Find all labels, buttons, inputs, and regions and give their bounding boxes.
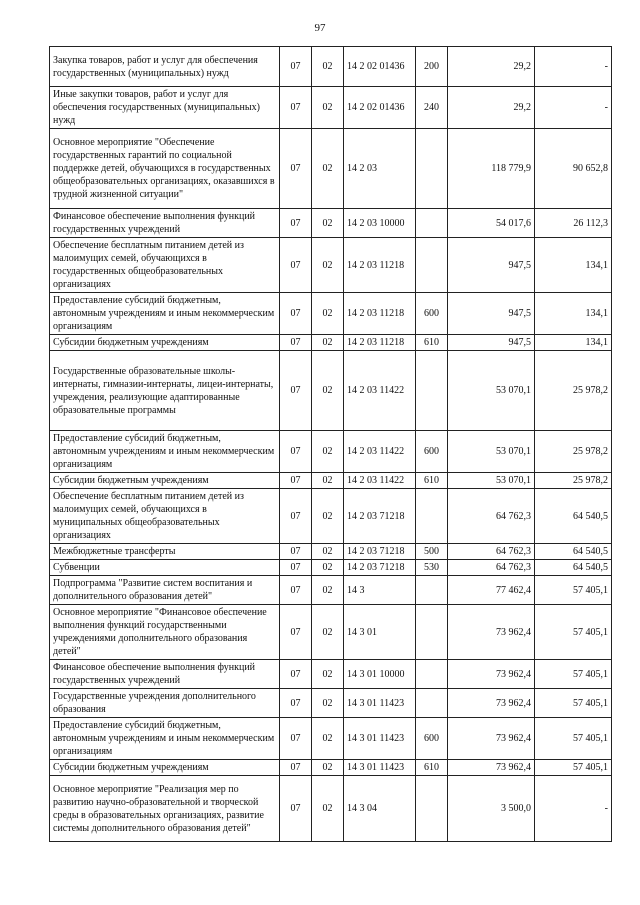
row-section: 07	[280, 576, 312, 605]
row-section: 07	[280, 689, 312, 718]
row-target-code: 14 2 02 01436	[344, 47, 416, 87]
row-amount-2: 64 540,5	[535, 560, 612, 576]
row-section: 07	[280, 544, 312, 560]
budget-table	[49, 46, 612, 842]
row-amount-1: 54 017,6	[448, 209, 535, 238]
row-subsection: 02	[312, 129, 344, 209]
row-expense-type: 600	[416, 431, 448, 473]
row-expense-type	[416, 576, 448, 605]
row-amount-2: 25 978,2	[535, 351, 612, 431]
table-row	[50, 560, 612, 576]
row-target-code: 14 2 03 71218	[344, 560, 416, 576]
row-expense-type	[416, 689, 448, 718]
row-name: Субсидии бюджетным учреждениям	[50, 760, 280, 776]
row-name: Субсидии бюджетным учреждениям	[50, 335, 280, 351]
row-section: 07	[280, 473, 312, 489]
row-amount-2: 57 405,1	[535, 718, 612, 760]
row-amount-2: 57 405,1	[535, 605, 612, 660]
row-name: Иные закупки товаров, работ и услуг для обеспечения государственных (муниципальных) нужд	[50, 87, 280, 129]
row-section: 07	[280, 293, 312, 335]
row-expense-type	[416, 605, 448, 660]
row-target-code: 14 2 03 11218	[344, 238, 416, 293]
row-target-code: 14 3 01 11423	[344, 718, 416, 760]
row-section: 07	[280, 560, 312, 576]
row-amount-1: 77 462,4	[448, 576, 535, 605]
table-row	[50, 776, 612, 842]
row-subsection: 02	[312, 351, 344, 431]
row-target-code: 14 3 01	[344, 605, 416, 660]
table-row	[50, 760, 612, 776]
row-name: Финансовое обеспечение выполнения функций государственных учреждений	[50, 209, 280, 238]
row-expense-type	[416, 129, 448, 209]
row-expense-type: 200	[416, 47, 448, 87]
row-expense-type	[416, 660, 448, 689]
row-amount-1: 64 762,3	[448, 489, 535, 544]
row-target-code: 14 2 03	[344, 129, 416, 209]
row-amount-2: 90 652,8	[535, 129, 612, 209]
table-row	[50, 660, 612, 689]
row-subsection: 02	[312, 689, 344, 718]
row-subsection: 02	[312, 473, 344, 489]
row-expense-type: 610	[416, 760, 448, 776]
row-target-code: 14 2 03 71218	[344, 489, 416, 544]
row-section: 07	[280, 209, 312, 238]
row-amount-2: 134,1	[535, 335, 612, 351]
row-amount-1: 73 962,4	[448, 605, 535, 660]
row-amount-2: 57 405,1	[535, 689, 612, 718]
row-target-code: 14 3 01 11423	[344, 760, 416, 776]
row-expense-type: 500	[416, 544, 448, 560]
row-name: Межбюджетные трансферты	[50, 544, 280, 560]
table-row	[50, 293, 612, 335]
row-subsection: 02	[312, 489, 344, 544]
budget-table-body	[50, 47, 612, 842]
row-name: Предоставление субсидий бюджетным, автономным учреждениям и иным некоммерческим организациям	[50, 431, 280, 473]
row-section: 07	[280, 431, 312, 473]
row-target-code: 14 2 02 01436	[344, 87, 416, 129]
row-name: Основное мероприятие "Финансовое обеспечение выполнения функций государственными учреждениями дополнительного образования детей"	[50, 605, 280, 660]
row-amount-1: 53 070,1	[448, 431, 535, 473]
row-name: Подпрограмма "Развитие систем воспитания и дополнительного образования детей"	[50, 576, 280, 605]
row-subsection: 02	[312, 560, 344, 576]
row-amount-2: 57 405,1	[535, 576, 612, 605]
row-subsection: 02	[312, 209, 344, 238]
row-amount-2: 64 540,5	[535, 489, 612, 544]
row-subsection: 02	[312, 760, 344, 776]
row-name: Государственные учреждения дополнительного образования	[50, 689, 280, 718]
row-section: 07	[280, 489, 312, 544]
table-row	[50, 576, 612, 605]
row-amount-1: 64 762,3	[448, 560, 535, 576]
row-amount-2: -	[535, 776, 612, 842]
row-expense-type	[416, 489, 448, 544]
row-target-code: 14 2 03 11422	[344, 351, 416, 431]
row-amount-2: -	[535, 47, 612, 87]
table-row	[50, 351, 612, 431]
row-expense-type: 610	[416, 473, 448, 489]
row-target-code: 14 3 04	[344, 776, 416, 842]
row-target-code: 14 3	[344, 576, 416, 605]
row-expense-type: 610	[416, 335, 448, 351]
table-row	[50, 605, 612, 660]
row-amount-1: 73 962,4	[448, 660, 535, 689]
row-subsection: 02	[312, 238, 344, 293]
row-subsection: 02	[312, 544, 344, 560]
row-expense-type: 240	[416, 87, 448, 129]
row-expense-type: 600	[416, 293, 448, 335]
row-subsection: 02	[312, 660, 344, 689]
row-expense-type	[416, 351, 448, 431]
table-row	[50, 87, 612, 129]
row-section: 07	[280, 335, 312, 351]
row-amount-2: -	[535, 87, 612, 129]
row-subsection: 02	[312, 776, 344, 842]
row-amount-2: 25 978,2	[535, 431, 612, 473]
row-name: Предоставление субсидий бюджетным, автономным учреждениям и иным некоммерческим организациям	[50, 718, 280, 760]
row-name: Основное мероприятие "Обеспечение государственных гарантий по социальной поддержке детей, обучающихся в государственных общеобразовательных организациях, оказавшихся в трудной жизненной ситуации"	[50, 129, 280, 209]
row-amount-1: 29,2	[448, 47, 535, 87]
row-subsection: 02	[312, 576, 344, 605]
row-amount-1: 947,5	[448, 335, 535, 351]
row-target-code: 14 2 03 10000	[344, 209, 416, 238]
row-section: 07	[280, 776, 312, 842]
row-amount-1: 64 762,3	[448, 544, 535, 560]
row-amount-2: 134,1	[535, 238, 612, 293]
row-section: 07	[280, 660, 312, 689]
row-section: 07	[280, 87, 312, 129]
row-name: Основное мероприятие "Реализация мер по развитию научно-образовательной и творческой среды в образовательных организациях, развитие системы дополнительного образования детей"	[50, 776, 280, 842]
table-row	[50, 431, 612, 473]
row-subsection: 02	[312, 87, 344, 129]
row-expense-type	[416, 238, 448, 293]
row-name: Субсидии бюджетным учреждениям	[50, 473, 280, 489]
row-target-code: 14 2 03 11218	[344, 293, 416, 335]
row-subsection: 02	[312, 718, 344, 760]
row-amount-1: 53 070,1	[448, 351, 535, 431]
row-target-code: 14 2 03 11422	[344, 473, 416, 489]
table-row	[50, 238, 612, 293]
row-amount-2: 25 978,2	[535, 473, 612, 489]
row-name: Финансовое обеспечение выполнения функций государственных учреждений	[50, 660, 280, 689]
row-subsection: 02	[312, 605, 344, 660]
table-row	[50, 473, 612, 489]
row-section: 07	[280, 351, 312, 431]
row-amount-1: 73 962,4	[448, 689, 535, 718]
table-row	[50, 544, 612, 560]
row-amount-1: 947,5	[448, 238, 535, 293]
row-section: 07	[280, 238, 312, 293]
row-amount-2: 134,1	[535, 293, 612, 335]
table-row	[50, 335, 612, 351]
row-subsection: 02	[312, 431, 344, 473]
row-target-code: 14 2 03 71218	[344, 544, 416, 560]
row-subsection: 02	[312, 335, 344, 351]
row-section: 07	[280, 760, 312, 776]
table-row	[50, 47, 612, 87]
row-amount-1: 73 962,4	[448, 718, 535, 760]
row-subsection: 02	[312, 47, 344, 87]
row-expense-type	[416, 776, 448, 842]
table-row	[50, 129, 612, 209]
row-expense-type	[416, 209, 448, 238]
row-target-code: 14 3 01 11423	[344, 689, 416, 718]
row-expense-type: 530	[416, 560, 448, 576]
row-amount-1: 29,2	[448, 87, 535, 129]
row-name: Закупка товаров, работ и услуг для обеспечения государственных (муниципальных) нужд	[50, 47, 280, 87]
row-amount-1: 947,5	[448, 293, 535, 335]
row-name: Обеспечение бесплатным питанием детей из малоимущих семей, обучающихся в муниципальных общеобразовательных организациях	[50, 489, 280, 544]
page-number: 97	[314, 22, 326, 34]
row-amount-2: 57 405,1	[535, 760, 612, 776]
row-section: 07	[280, 129, 312, 209]
row-section: 07	[280, 605, 312, 660]
row-name: Предоставление субсидий бюджетным, автономным учреждениям и иным некоммерческим организациям	[50, 293, 280, 335]
row-name: Субвенции	[50, 560, 280, 576]
row-target-code: 14 3 01 10000	[344, 660, 416, 689]
row-amount-2: 26 112,3	[535, 209, 612, 238]
row-amount-1: 73 962,4	[448, 760, 535, 776]
row-amount-2: 57 405,1	[535, 660, 612, 689]
table-row	[50, 689, 612, 718]
row-expense-type: 600	[416, 718, 448, 760]
row-name: Обеспечение бесплатным питанием детей из малоимущих семей, обучающихся в государственных общеобразовательных организациях	[50, 238, 280, 293]
row-name: Государственные образовательные школы-интернаты, гимназии-интернаты, лицеи-интернаты, учреждения, реализующие адаптированные образовательные программы	[50, 351, 280, 431]
row-amount-1: 3 500,0	[448, 776, 535, 842]
row-section: 07	[280, 718, 312, 760]
row-subsection: 02	[312, 293, 344, 335]
row-target-code: 14 2 03 11218	[344, 335, 416, 351]
table-row	[50, 209, 612, 238]
row-amount-1: 53 070,1	[448, 473, 535, 489]
row-target-code: 14 2 03 11422	[344, 431, 416, 473]
row-amount-1: 118 779,9	[448, 129, 535, 209]
row-amount-2: 64 540,5	[535, 544, 612, 560]
table-row	[50, 489, 612, 544]
table-row	[50, 718, 612, 760]
row-section: 07	[280, 47, 312, 87]
